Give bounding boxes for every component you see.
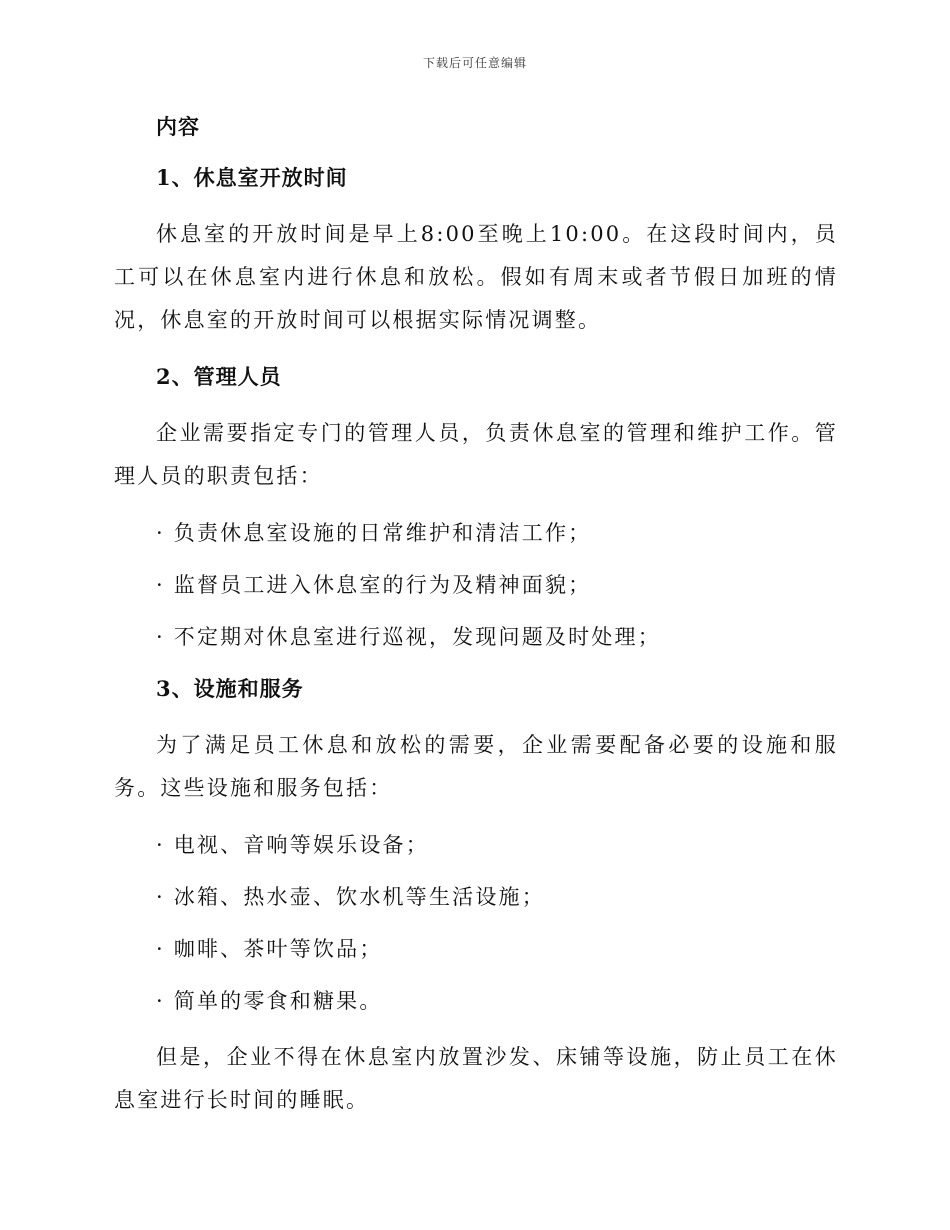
section-heading-management: 2、管理人员 [156, 364, 282, 389]
section-heading-facilities: 3、设施和服务 [156, 676, 304, 701]
list-item: · 负责休息室设施的日常维护和清洁工作； [156, 521, 592, 545]
list-item: · 电视、音响等娱乐设备； [156, 833, 429, 857]
list-item: · 监督员工进入休息室的行为及精神面貌； [156, 573, 592, 597]
section-paragraph-opening-hours: 休息室的开放时间是早上8:00至晚上10:00。在这段时间内，员工可以在休息室内进行休息和放松。假如有周末或者节假日加班的情况，休息室的开放时间可以根据实际情况调整。 [114, 222, 838, 332]
header-note: 下载后可任意编辑 [422, 56, 527, 70]
list-item: · 冰箱、热水壶、饮水机等生活设施； [156, 885, 545, 909]
list-item: · 咖啡、茶叶等饮品； [156, 937, 383, 961]
document-body [114, 110, 838, 1122]
document-title: 内容 [156, 114, 200, 139]
section-closing-paragraph: 但是，企业不得在休息室内放置沙发、床铺等设施，防止员工在休息室进行长时间的睡眠。 [114, 1045, 838, 1112]
list-item: · 不定期对休息室进行巡视，发现问题及时处理； [156, 625, 661, 649]
section-paragraph-facilities: 为了满足员工休息和放松的需要，企业需要配备必要的设施和服务。这些设施和服务包括： [114, 733, 838, 800]
section-heading-opening-hours: 1、休息室开放时间 [156, 165, 348, 190]
section-paragraph-management: 企业需要指定专门的管理人员，负责休息室的管理和维护工作。管理人员的职责包括： [114, 421, 838, 488]
list-item: · 简单的零食和糖果。 [156, 989, 383, 1013]
